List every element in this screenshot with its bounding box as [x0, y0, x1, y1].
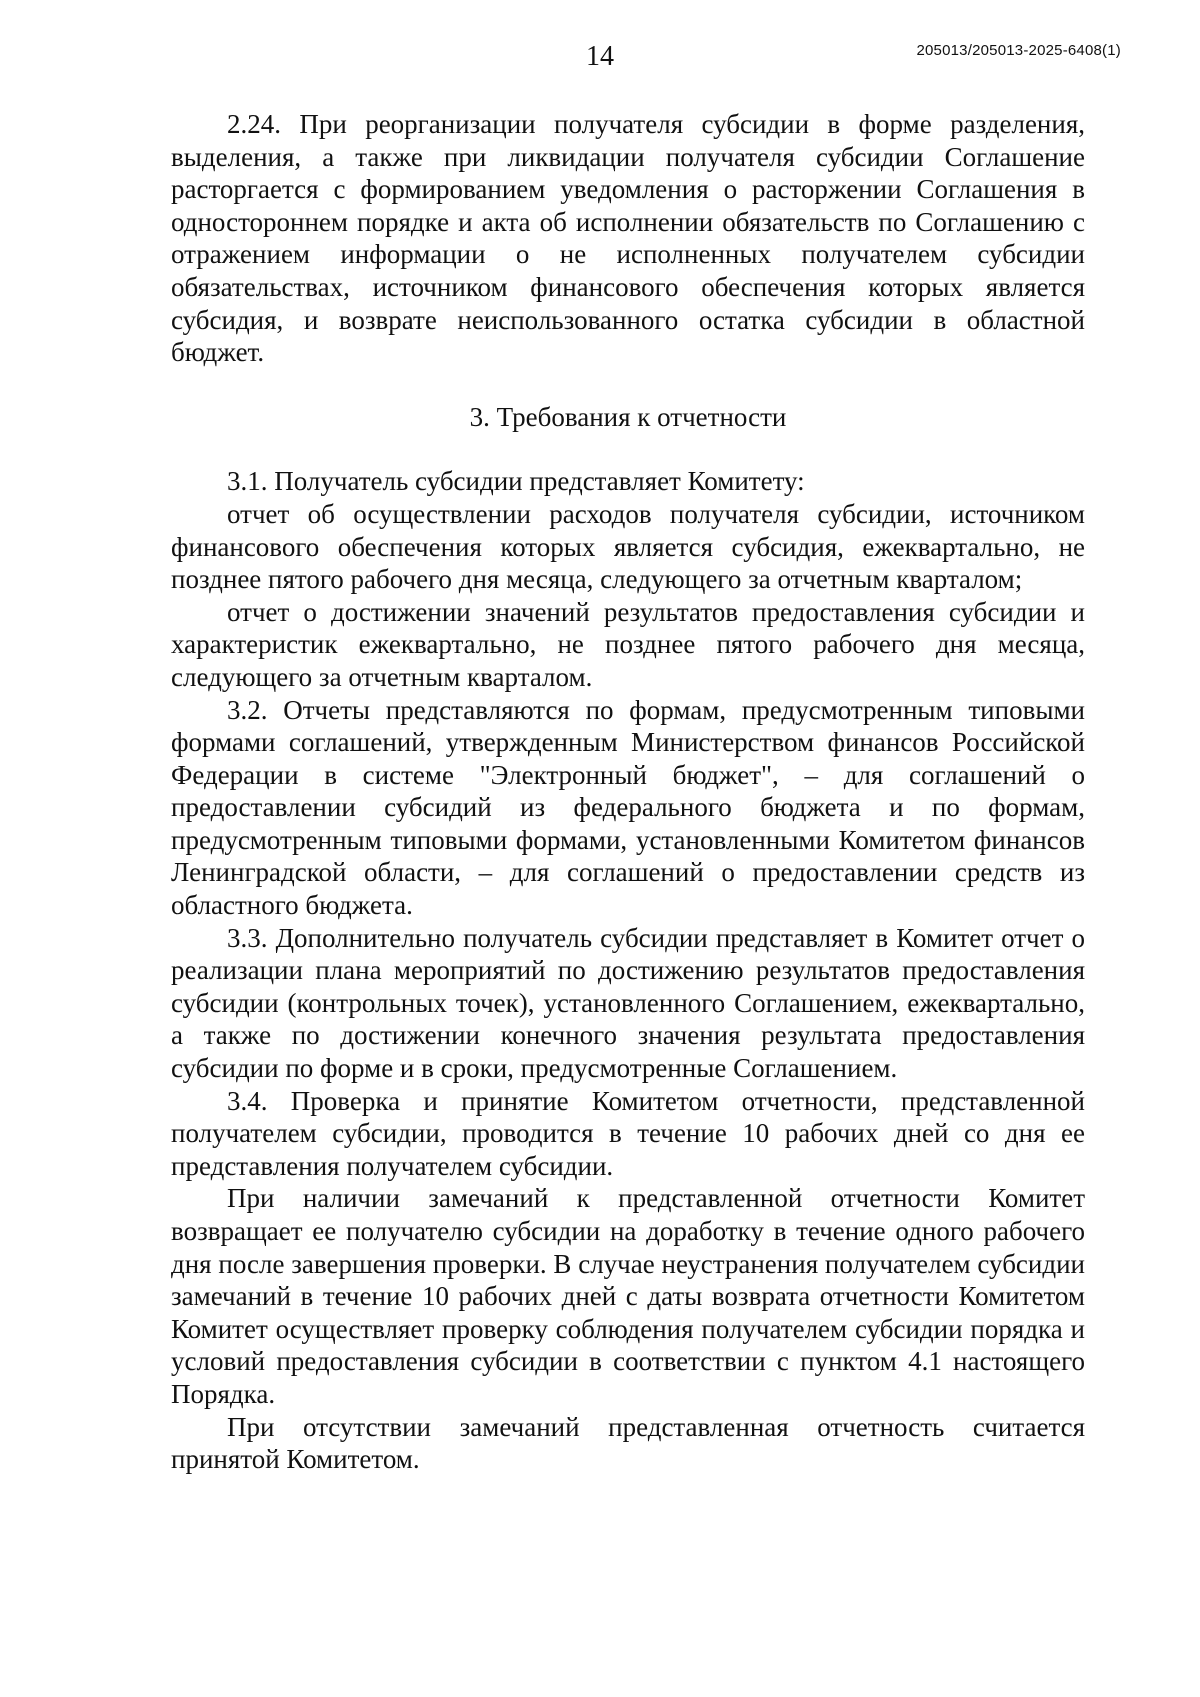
paragraph-3-4: 3.4. Проверка и принятие Комитетом отчетности, представленной получателем субсидии, проводится в течение 10 рабочих дней со дня ее представления получателем субсидии.: [171, 1085, 1085, 1181]
paragraph-2-24: 2.24. При реорганизации получателя субсидии в форме разделения, выделения, а также при ликвидации получателя субсидии Соглашение расторгается с формированием уведомления о расторжении Соглашения в одностороннем порядке и акта об исполнении обязательств по Соглашению с отражением информации о не исполненных получателем субсидии обязательствах, источником финансового обеспечения которых является субсидия, и возврате неиспользованного остатка субсидии в областной бюджет.: [171, 109, 1085, 368]
paragraph-3-1-report-expenses: отчет об осуществлении расходов получателя субсидии, источником финансового обеспечения которых является субсидия, ежеквартально, не позднее пятого рабочего дня месяца, следующего за отчетным кварталом;: [171, 498, 1085, 595]
paragraph-3-1-report-results: отчет о достижении значений результатов предоставления субсидии и характеристик ежеквартально, не позднее пятого рабочего дня месяца, следующего за отчетным кварталом.: [171, 596, 1085, 692]
paragraph-3-4-no-remarks: При отсутствии замечаний представленная отчетность считается принятой Комитетом.: [171, 1411, 1085, 1475]
paragraph-3-4-remarks: При наличии замечаний к представленной отчетности Комитет возвращает ее получателю субсидии на доработку в течение одного рабочего дня после завершения проверки. В случае неустранения получателем субсидии замечаний в течение 10 рабочих дней с даты возврата отчетности Комитетом Комитет осуществляет проверку соблюдения получателем субсидии порядка и условий предоставления субсидии в соответствии с пунктом 4.1 настоящего Порядка.: [171, 1183, 1085, 1409]
paragraph-3-1: 3.1. Получатель субсидии представляет Комитету:: [227, 466, 805, 497]
paragraph-3-3: 3.3. Дополнительно получатель субсидии представляет в Комитет отчет о реализации плана мероприятий по достижению результатов предоставления субсидии (контрольных точек), установленного Соглашением, ежеквартально, а также по достижении конечного значения результата предоставления субсидии по форме и в сроки, предусмотренные Соглашением.: [171, 922, 1085, 1084]
document-id: 205013/205013-2025-6408(1): [916, 42, 1121, 59]
document-body: [171, 108, 1085, 1476]
paragraph-3-2: 3.2. Отчеты представляются по формам, предусмотренным типовыми формами соглашений, утвержденным Министерством финансов Российской Федерации в системе "Электронный бюджет", – для соглашений о предоставлении субсидий из федерального бюджета и по формам, предусмотренным типовыми формами, установленными Комитетом финансов Ленинградской области, – для соглашений о предоставлении средств из областного бюджета.: [171, 694, 1085, 921]
page-number: 14: [586, 41, 614, 72]
section-3-title: 3. Требования к отчетности: [469, 401, 787, 432]
